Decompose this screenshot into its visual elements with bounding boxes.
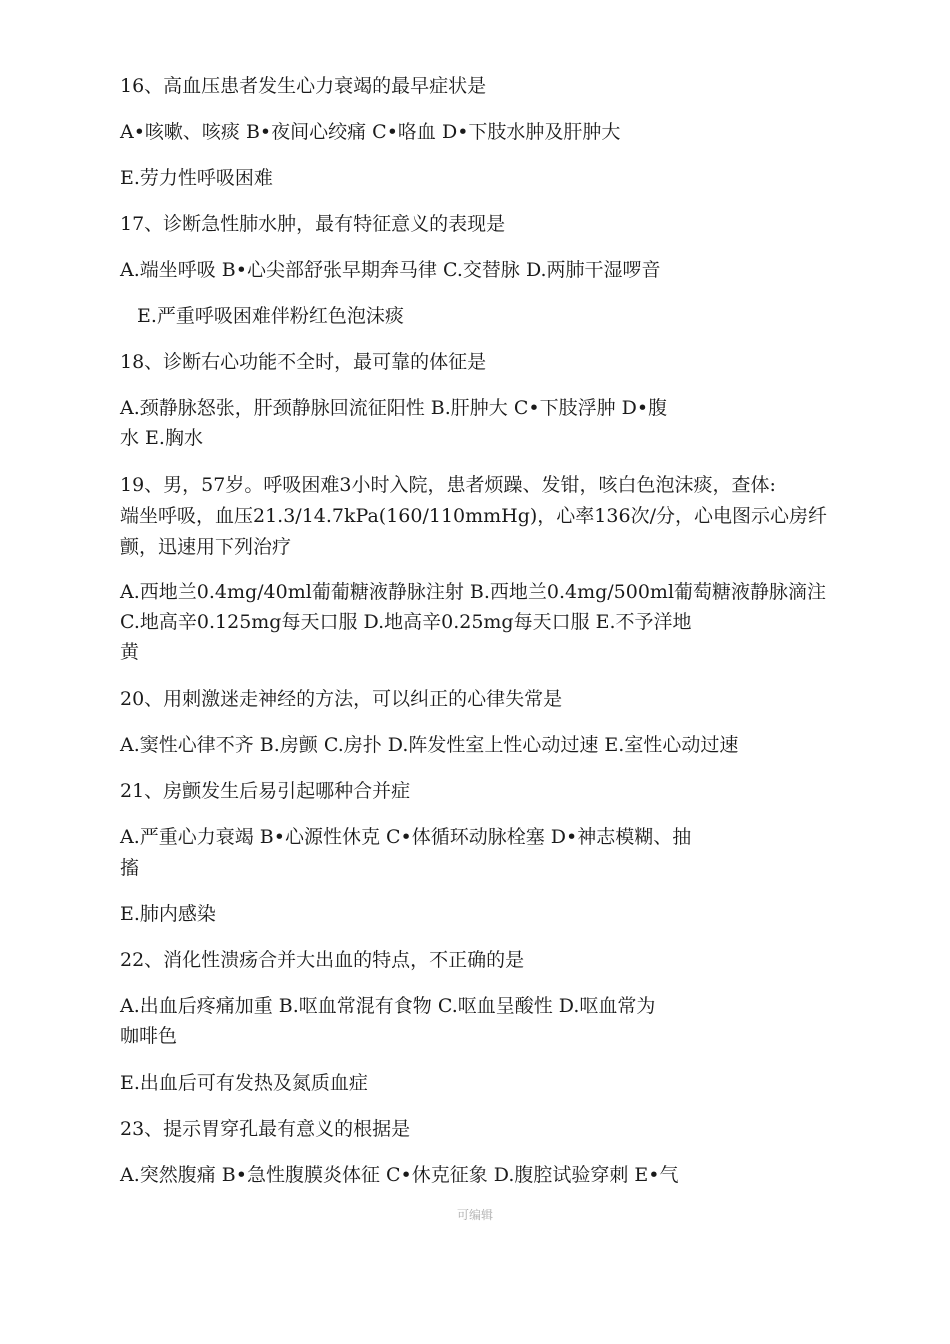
question-20-stem: 20、用刺激迷走神经的方法，可以纠正的心律失常是 xyxy=(120,688,563,710)
question-19-options-cont-1: C.地高辛0.125mg每天口服 D.地高辛0.25mg每天口服 E.不予洋地 xyxy=(120,611,692,633)
question-16-options: A•咳嗽、咳痰 B•夜间心绞痛 C•咯血 D•下肢水肿及肝肿大 xyxy=(120,121,621,143)
question-21-options: A.严重心力衰竭 B•心源性休克 C•体循环动脉栓塞 D•神志模糊、抽 xyxy=(120,826,692,848)
question-22-options: A.出血后疼痛加重 B.呕血常混有食物 C.呕血呈酸性 D.呕血常为 xyxy=(120,995,656,1017)
question-20-options: A.窦性心律不齐 B.房颤 C.房扑 D.阵发性室上性心动过速 E.室性心动过速 xyxy=(120,734,739,756)
question-17-stem: 17、诊断急性肺水肿，最有特征意义的表现是 xyxy=(120,213,506,235)
question-18-stem: 18、诊断右心功能不全时，最可靠的体征是 xyxy=(120,351,487,373)
question-16-option-e: E.劳力性呼吸困难 xyxy=(120,167,273,189)
page-footer: 可编辑 xyxy=(456,1208,493,1222)
question-22-options-cont: 咖啡色 xyxy=(120,1025,178,1047)
question-19-options-cont-2: 黄 xyxy=(120,641,140,663)
question-23-stem: 23、提示胃穿孔最有意义的根据是 xyxy=(120,1118,411,1140)
question-21-options-cont: 搐 xyxy=(120,857,140,879)
question-19-options: A.西地兰0.4mg/40ml葡葡糖液静脉注射 B.西地兰0.4mg/500ml葡萄糖液静脉滴注 xyxy=(120,581,827,603)
question-16-stem: 16、高血压患者发生心力衰竭的最早症状是 xyxy=(120,75,487,97)
question-18-options: A.颈静脉怒张，肝颈静脉回流征阳性 B.肝肿大 C•下肢浮肿 D•腹 xyxy=(120,397,668,419)
question-17-option-e: E.严重呼吸困难伴粉红色泡沫痰 xyxy=(137,305,404,327)
question-18-options-cont: 水 E.胸水 xyxy=(120,427,203,449)
question-19-stem-cont-1: 端坐呼吸，血压21.3/14.7kPa(160/110mmHg)，心率136次/分，心电图示心房纤 xyxy=(120,505,827,527)
question-21-option-e: E.肺内感染 xyxy=(120,903,216,925)
question-17-options: A.端坐呼吸 B•心尖部舒张早期奔马律 C.交替脉 D.两肺干湿啰音 xyxy=(120,259,661,281)
question-22-option-e: E.出血后可有发热及氮质血症 xyxy=(120,1072,368,1094)
question-19-stem: 19、男，57岁。呼吸困难3小时入院，患者烦躁、发钳，咳白色泡沫痰，查体: xyxy=(120,474,776,496)
question-21-stem: 21、房颤发生后易引起哪种合并症 xyxy=(120,780,411,802)
question-23-options: A.突然腹痛 B•急性腹膜炎体征 C•休克征象 D.腹腔试验穿刺 E•气 xyxy=(120,1164,679,1186)
question-19-stem-cont-2: 颤，迅速用下列治疗 xyxy=(120,536,292,558)
question-22-stem: 22、消化性溃疡合并大出血的特点，不正确的是 xyxy=(120,949,525,971)
